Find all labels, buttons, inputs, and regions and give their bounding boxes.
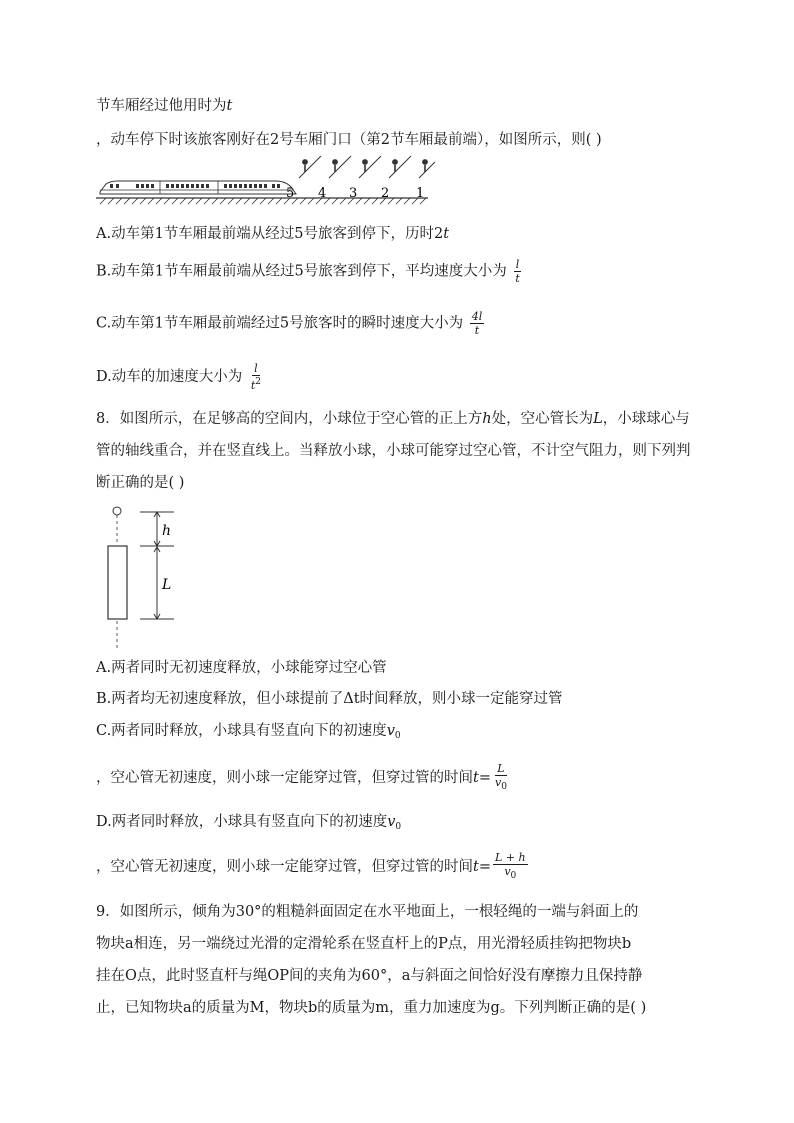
figure-label-h: h <box>162 523 172 539</box>
q9-line3: 挂在O点，此时竖直杆与绳OP间的夹角为60°，a与斜面之间恰好没有摩擦力且保持静 <box>96 968 643 984</box>
q8-option-c-cont <box>96 762 511 794</box>
fraction-numerator: L + h <box>494 851 526 864</box>
q8-stem-part-c: ，小球球心与管的轴线重合，并在竖直线上。当释放小球，小球可能穿过空心管，不计空气阻力，则下列判断正确的是( ) <box>96 411 691 491</box>
q7-option-b <box>96 258 524 285</box>
q7-option-b-fraction <box>513 258 521 285</box>
fraction-denominator <box>502 865 518 883</box>
q8-option-d-text: D.两者同时释放，小球具有竖直向下的初速度 <box>96 814 388 830</box>
train-icon <box>100 181 296 194</box>
q8-option-c-sub: 0 <box>394 731 401 741</box>
fraction-denominator-base: v <box>504 865 511 878</box>
passenger-icons <box>299 156 435 178</box>
q8-option-d <box>96 812 401 837</box>
q8-option-d-cont-text: ，空心管无初速度，则小球一定能穿过管，但穿过管的时间 <box>96 859 473 875</box>
ball-icon <box>113 507 121 515</box>
q8-stem-part-a: 8．如图所示，在足够高的空间内，小球位于空心管的正上方 <box>96 411 483 427</box>
fraction-denominator <box>249 376 263 392</box>
q7-line2: ，动车停下时该旅客刚好在2号车厢门口（第2节车厢最前端），如图所示，则( ) <box>96 132 602 148</box>
fraction-denominator-sub: 0 <box>510 871 517 881</box>
q9-line1: 9．如图所示，倾角为30°的粗糙斜面固定在水平地面上，一根轻绳的一端与斜面上的 <box>96 904 639 920</box>
fraction-denominator-sub: 0 <box>501 782 507 792</box>
q7-line1-var: t <box>226 98 233 114</box>
fraction-numerator: l <box>515 258 520 271</box>
q8-option-d-t: t <box>473 859 479 875</box>
q8-option-d-cont <box>96 851 530 883</box>
q9-line4: 止，已知物块a的质量为M，物块b的质量为m，重力加速度为g。下列判断正确的是( ) <box>96 1000 647 1016</box>
q8-option-b: B.两者均无初速度释放，但小球提前了Δt时间释放，则小球一定能穿过管 <box>96 691 563 707</box>
passenger-number-3: 3 <box>349 186 358 201</box>
q7-option-a-text: A.动车第1节车厢最前端从经过5号旅客到停下，历时2 <box>96 226 444 242</box>
q9-line2: 物块a相连，另一端绕过光滑的定滑轮系在竖直杆上的P点，用光滑轻质挂钩把物块b <box>96 936 632 952</box>
fraction-numerator: 4l <box>471 310 483 323</box>
ground-hatching <box>96 198 428 204</box>
q7-option-d-fraction <box>249 362 263 392</box>
passenger-number-5: 5 <box>286 186 295 201</box>
q7-option-b-text: B.动车第1节车厢最前端从经过5号旅客到停下，平均速度大小为 <box>96 263 507 280</box>
q8-stem-h: h <box>482 411 492 427</box>
passenger-number-1: 1 <box>416 186 425 201</box>
q8-option-c-fraction <box>493 762 509 794</box>
q7-option-d-text: D.动车的加速度大小为 <box>96 369 243 385</box>
q8-option-d-sub: 0 <box>395 822 402 832</box>
train-platform-figure <box>96 154 436 212</box>
q7-option-c-text: C.动车第1节车厢最前端经过5号旅客时的瞬时速度大小为 <box>96 315 464 332</box>
q8-option-d-eq: = <box>478 859 491 875</box>
q8-option-d-var: v <box>387 814 396 830</box>
q8-option-d-fraction <box>493 851 528 883</box>
q8-stem-part-b: 处，空心管长为 <box>491 411 594 427</box>
q8-option-a: A.两者同时无初速度释放，小球能穿过空心管 <box>96 660 387 676</box>
passenger-number-4: 4 <box>318 186 327 201</box>
fraction-numerator: l <box>254 362 258 375</box>
q8-stem-L: L <box>593 411 603 427</box>
q7-option-a <box>96 224 449 244</box>
tube-icon <box>108 546 127 619</box>
q8-option-c <box>96 721 401 746</box>
q8-option-c-var: v <box>386 723 395 739</box>
q7-line1 <box>96 96 232 116</box>
fraction-denominator <box>493 776 509 794</box>
fraction-denominator: t <box>474 324 480 337</box>
q8-option-c-eq: = <box>478 770 491 786</box>
q7-option-c <box>96 310 486 337</box>
q8-option-c-cont-text: ，空心管无初速度，则小球一定能穿过管，但穿过管的时间 <box>96 770 473 786</box>
fraction-denominator: t <box>515 272 520 285</box>
fraction-numerator: L <box>497 762 505 775</box>
q7-option-a-var: t <box>443 226 450 242</box>
q7-option-d <box>96 362 265 392</box>
q8-option-c-t: t <box>473 770 479 786</box>
q8-option-c-text: C.两者同时释放，小球具有竖直向下的初速度 <box>96 723 387 739</box>
q7-line1-text: 节车厢经过他用时为 <box>96 98 227 114</box>
q7-option-c-fraction <box>470 310 485 337</box>
fraction-denominator-base: t <box>250 379 256 392</box>
figure-label-L: L <box>162 577 172 593</box>
passenger-number-2: 2 <box>381 186 390 201</box>
ball-tube-figure <box>100 503 190 649</box>
fraction-denominator-exponent: 2 <box>255 377 261 387</box>
q8-stem <box>96 403 696 499</box>
fraction-denominator-base: v <box>494 776 502 789</box>
